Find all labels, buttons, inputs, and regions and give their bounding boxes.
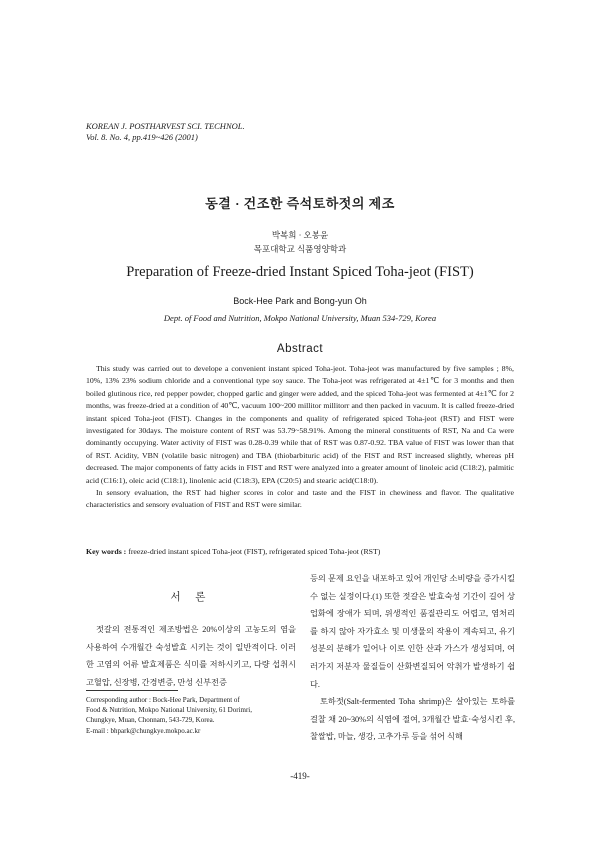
footnote-line: Food & Nutrition, Mokpo National University, 61 Dorimri, bbox=[86, 706, 252, 715]
intro-paragraph-continued: 등의 문제 요인을 내포하고 있어 개인당 소비량을 증가시킬 수 없는 실정이다.(1) 또한 젓갈은 발효숙성 기간이 길어 상업화에 장애가 되며, 위생적인 품질관리도 어렵고, 염처리를 하지 않아 자가효소 및 미생물의 작용이 계속되고, 유기성분의 분해가 일어나 이로 인한 산과 가스가 생성되며, 여러가지 저분자 물질들이 산화변질되어 악취가 발생하기 쉽다. bbox=[310, 574, 515, 689]
abstract-paragraph: In sensory evaluation, the RST had higher scores in color and taste and the FIST in chewiness and flavor. The qualitative characteristics and sensory evaluation of FIST and RST were similar. bbox=[86, 488, 514, 510]
keywords-label: Key words : bbox=[86, 547, 127, 556]
english-authors: Bock-Hee Park and Bong-yun Oh bbox=[233, 296, 367, 306]
journal-name: KOREAN J. POSTHARVEST SCI. TECHNOL. bbox=[86, 121, 245, 131]
keywords bbox=[86, 546, 514, 558]
english-affiliation: Dept. of Food and Nutrition, Mokpo National University, Muan 534-729, Korea bbox=[163, 313, 437, 323]
intro-paragraph: 젓갈의 전통적인 제조방법은 20%이상의 고농도의 염을 사용하여 수개월간 숙성발효 시키는 것이 일반적이다. 이러한 고염의 어류 발효제품은 식미를 저하시키고, 다량 섭취시 고혈압, 신장병, 간경변증, 만성 신부전증 bbox=[86, 625, 296, 687]
abstract-paragraph: This study was carried out to develope a convenient instant spiced Toha-jeot. Toha-jeot was manufactured by five samples ; 8%, 10%, 13% 23% sodium chloride and a conventional type soy sauce. The Toha-jeot was refrigerated at 4±1℃ for 3 months and then boiled glutinous rice, red pepper powder, chopped garlic and ginger were added, and the spiced Toha-jeot was fermented at 4±1℃ for 2 months, was freeze-dried at a condition of 40℃, vacuum 100~200 millitor millitorr and then packed in vacuum. It is called freeze-dried instant spiced Toha-jeot (FIST). Changes in the components and quality of refrigerated spiced Toha-jeot (RST) and FIST were investigated for 30days. The moisture content of RST was 53.79~58.91%. Among the mineral constituents of RST, Na and Ca were dominantly occupying. Water activity of FIST was 0.28-0.39 while that of RST was 0.87-0.92. TBA value of FIST was lower than that of RST. Acidity, VBN (volatile basic nitrogen) and TBA (thiobarbituric acid) of the FIST and RST increased slightly, whereas pH decreased. The major components of fatty acids in FIST and RST were analyzed into a greater amount of linoleic acid (C18:2), palmitic acid (C16:1), oleic acid (C18:1), linolenic acid (C18:3), EPA (C20:5) and stearic acid(C18:0). bbox=[86, 364, 514, 485]
keywords-text: freeze-dried instant spiced Toha-jeot (FIST), refrigerated spiced Toha-jeot (RST) bbox=[126, 547, 381, 556]
korean-title: 동결 · 건조한 즉석토하젓의 제조 bbox=[205, 196, 395, 211]
page-number: -419- bbox=[290, 771, 310, 781]
english-title: Preparation of Freeze-dried Instant Spiced Toha-jeot (FIST) bbox=[126, 264, 474, 280]
journal-header bbox=[86, 121, 245, 143]
left-column bbox=[86, 621, 296, 691]
abstract-body bbox=[86, 363, 514, 512]
intro-paragraph: 토하젓(Salt-fermented Toha shrimp)은 살아있는 토하를 걸찰 채 20~30%의 식염에 절여, 3개월간 발효·숙성시킨 후, 찰쌀밥, 마늘, 생강, 고추가루 등을 섞어 식해 bbox=[310, 697, 515, 742]
korean-authors: 박복희 · 오봉윤 bbox=[271, 230, 329, 240]
corresponding-author-footnote bbox=[86, 695, 300, 736]
footnote-email: E-mail : bhpark@chungkye.mokpo.ac.kr bbox=[86, 726, 201, 735]
footnote-line: Corresponding author : Bock-Hee Park, Department of bbox=[86, 696, 240, 704]
abstract-heading: Abstract bbox=[276, 343, 324, 355]
footnote-line: Chungkye, Muan, Chonnam, 543-729, Korea. bbox=[86, 716, 215, 725]
footnote-divider bbox=[86, 690, 178, 691]
korean-affiliation: 목포대학교 식품영양학과 bbox=[253, 244, 347, 254]
journal-citation: Vol. 8. No. 4, pp.419~426 (2001) bbox=[86, 132, 198, 142]
right-column bbox=[310, 570, 515, 746]
section-heading-introduction: 서 론 bbox=[170, 592, 212, 603]
